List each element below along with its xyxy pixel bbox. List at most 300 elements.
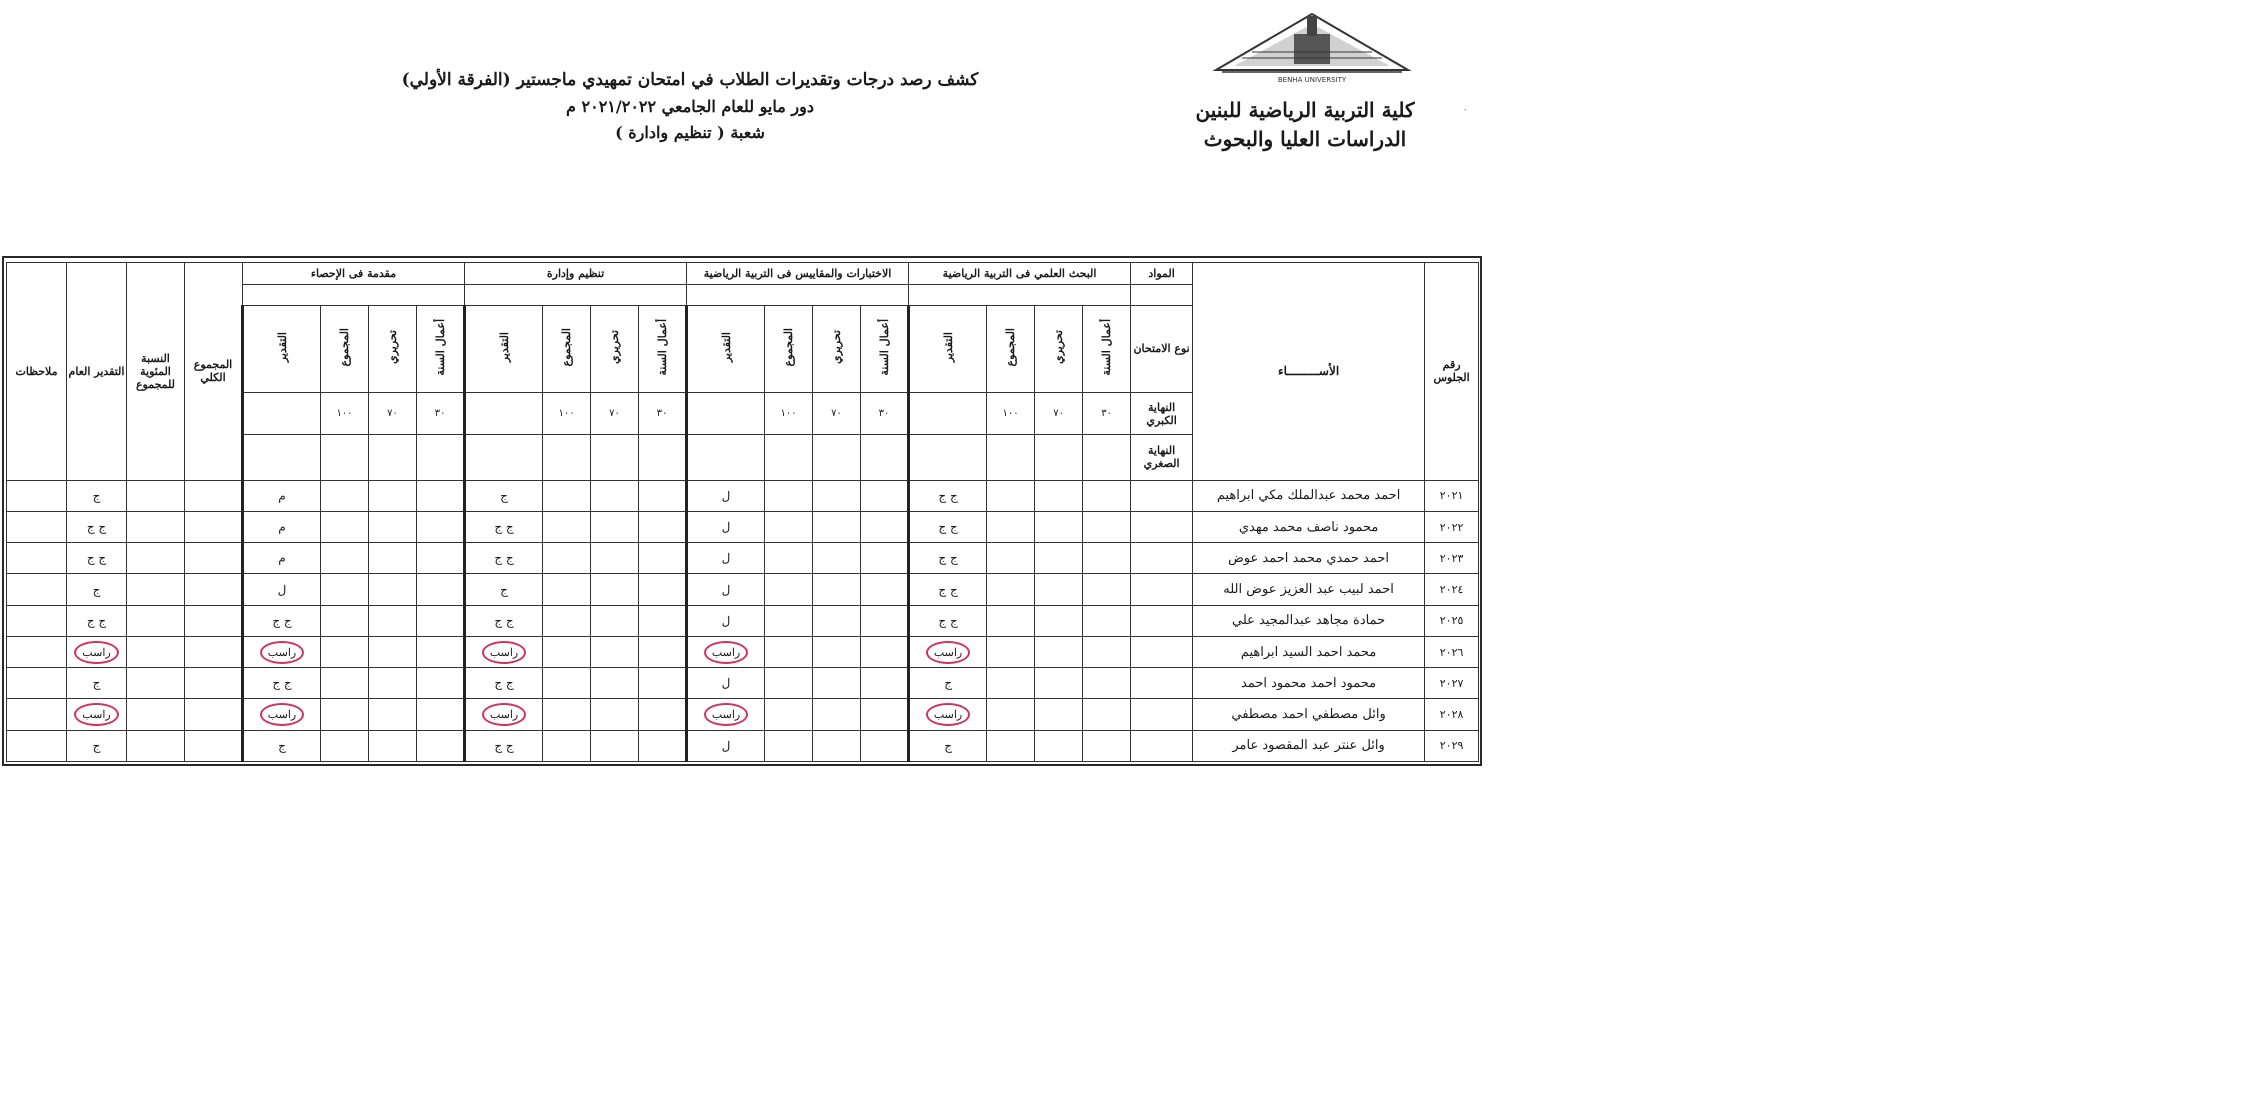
subcol-grade-header bbox=[909, 305, 987, 393]
table-row bbox=[7, 730, 1479, 761]
grade-cell: ل bbox=[687, 668, 765, 699]
grade-cell: م bbox=[243, 543, 321, 574]
seat-header: رقم الجلوس bbox=[1425, 263, 1479, 481]
university-logo bbox=[1212, 8, 1412, 86]
grade-cell: ج ج bbox=[243, 668, 321, 699]
grade-cell bbox=[465, 636, 543, 667]
notes-cell bbox=[7, 636, 67, 667]
percent-cell bbox=[127, 574, 185, 605]
sum-cell bbox=[765, 574, 813, 605]
notes-cell bbox=[7, 730, 67, 761]
written-cell bbox=[369, 636, 417, 667]
grade-cell: ج bbox=[243, 730, 321, 761]
subcol-label: المجموع bbox=[1004, 328, 1018, 367]
fail-circle: راسب bbox=[74, 641, 118, 664]
min-mark-cell bbox=[417, 434, 465, 480]
total-cell bbox=[185, 730, 243, 761]
written-cell bbox=[813, 730, 861, 761]
coursework-cell bbox=[417, 668, 465, 699]
overall-header: التقدير العام bbox=[67, 263, 127, 481]
grade-cell: ج bbox=[465, 574, 543, 605]
coursework-cell bbox=[639, 605, 687, 636]
blank-cell bbox=[1131, 284, 1193, 305]
title-line-1: كشف رصد درجات وتقديرات الطلاب في امتحان تمهيدي ماجستير (الفرقة الأولي) bbox=[401, 70, 979, 90]
notes-cell bbox=[7, 605, 67, 636]
coursework-cell bbox=[417, 730, 465, 761]
written-cell bbox=[813, 574, 861, 605]
written-cell bbox=[1035, 730, 1083, 761]
grade-cell bbox=[465, 699, 543, 730]
exam-type-cell bbox=[1131, 605, 1193, 636]
coursework-cell bbox=[639, 668, 687, 699]
subcol-sum-header bbox=[321, 305, 369, 393]
written-cell bbox=[591, 668, 639, 699]
sum-cell bbox=[987, 636, 1035, 667]
coursework-cell bbox=[861, 605, 909, 636]
coursework-cell bbox=[417, 574, 465, 605]
percent-header: النسبة المئوية للمجموع bbox=[127, 263, 185, 481]
fail-circle: راسب bbox=[74, 703, 118, 726]
exam-type-cell bbox=[1131, 699, 1193, 730]
subcol-coursework-header bbox=[861, 305, 909, 393]
exam-type-cell bbox=[1131, 511, 1193, 542]
min-mark-cell bbox=[465, 434, 543, 480]
grade-cell bbox=[909, 699, 987, 730]
written-cell bbox=[813, 543, 861, 574]
seat-number: ٢٠٢٢ bbox=[1425, 511, 1479, 542]
coursework-cell bbox=[417, 636, 465, 667]
grade-cell bbox=[687, 636, 765, 667]
subject-4-header: مقدمة فى الإحصاء bbox=[243, 263, 465, 285]
min-mark-cell bbox=[861, 434, 909, 480]
coursework-cell bbox=[417, 511, 465, 542]
written-cell bbox=[1035, 480, 1083, 511]
coursework-cell bbox=[861, 511, 909, 542]
fail-circle: راسب bbox=[482, 703, 526, 726]
coursework-cell bbox=[639, 511, 687, 542]
overall-grade-cell: ج ج bbox=[67, 511, 127, 542]
written-cell bbox=[1035, 699, 1083, 730]
college-line-2: الدراسات العليا والبحوث bbox=[1203, 127, 1407, 151]
fail-circle: راسب bbox=[260, 641, 304, 664]
subcol-label: أعمال السنة bbox=[877, 319, 891, 376]
total-cell bbox=[185, 605, 243, 636]
max-mark-cell: ٧٠ bbox=[369, 393, 417, 435]
sum-cell bbox=[987, 480, 1035, 511]
total-cell bbox=[185, 480, 243, 511]
subcol-sum-header bbox=[765, 305, 813, 393]
seat-number: ٢٠٢١ bbox=[1425, 480, 1479, 511]
sum-cell bbox=[321, 605, 369, 636]
max-mark-cell bbox=[909, 393, 987, 435]
min-mark-cell bbox=[813, 434, 861, 480]
notes-header: ملاحظات bbox=[7, 263, 67, 481]
grade-cell: ج ج bbox=[465, 730, 543, 761]
coursework-cell bbox=[861, 480, 909, 511]
max-mark-cell: ١٠٠ bbox=[321, 393, 369, 435]
percent-cell bbox=[127, 730, 185, 761]
grade-cell: ج bbox=[909, 730, 987, 761]
written-cell bbox=[369, 730, 417, 761]
grade-cell: ج ج bbox=[909, 605, 987, 636]
written-cell bbox=[369, 480, 417, 511]
grade-cell: ج ج bbox=[909, 543, 987, 574]
student-name: حمادة مجاهد عبدالمجيد علي bbox=[1193, 605, 1425, 636]
written-cell bbox=[813, 668, 861, 699]
coursework-cell bbox=[639, 543, 687, 574]
sum-cell bbox=[765, 636, 813, 667]
subcol-grade-header bbox=[243, 305, 321, 393]
coursework-cell bbox=[639, 699, 687, 730]
grade-cell: ج ج bbox=[909, 574, 987, 605]
max-mark-cell: ٧٠ bbox=[591, 393, 639, 435]
sum-cell bbox=[987, 730, 1035, 761]
overall-grade-cell: ج bbox=[67, 730, 127, 761]
subcol-written-header bbox=[1035, 305, 1083, 393]
written-cell bbox=[591, 605, 639, 636]
student-name: محمود ناصف محمد مهدي bbox=[1193, 511, 1425, 542]
grade-cell: ج ج bbox=[465, 511, 543, 542]
min-mark-cell bbox=[909, 434, 987, 480]
grades-table bbox=[6, 262, 1479, 762]
coursework-cell bbox=[417, 605, 465, 636]
min-mark-cell bbox=[591, 434, 639, 480]
max-mark-cell: ٣٠ bbox=[1083, 393, 1131, 435]
total-header: المجموع الكلي bbox=[185, 263, 243, 481]
written-cell bbox=[813, 480, 861, 511]
max-mark-cell bbox=[243, 393, 321, 435]
coursework-cell bbox=[861, 668, 909, 699]
subcol-coursework-header bbox=[639, 305, 687, 393]
sum-cell bbox=[987, 699, 1035, 730]
notes-cell bbox=[7, 668, 67, 699]
max-mark-cell bbox=[465, 393, 543, 435]
fail-circle: راسب bbox=[926, 703, 970, 726]
written-cell bbox=[813, 699, 861, 730]
written-cell bbox=[369, 511, 417, 542]
coursework-cell bbox=[639, 730, 687, 761]
grade-cell bbox=[687, 699, 765, 730]
grade-cell: ل bbox=[687, 730, 765, 761]
percent-cell bbox=[127, 605, 185, 636]
written-cell bbox=[1035, 605, 1083, 636]
overall-grade-cell: ج bbox=[67, 480, 127, 511]
exam-type-cell bbox=[1131, 636, 1193, 667]
written-cell bbox=[369, 543, 417, 574]
subcol-label: التقدير bbox=[275, 332, 289, 363]
grade-cell: م bbox=[243, 480, 321, 511]
overall-grade-cell: ج ج bbox=[67, 605, 127, 636]
title-line-3: شعبة ( تنظيم وادارة ) bbox=[615, 123, 765, 142]
min-mark-cell bbox=[543, 434, 591, 480]
max-mark-cell: ٧٠ bbox=[813, 393, 861, 435]
table-row bbox=[7, 480, 1479, 511]
subject-2-header: الاختبارات والمقاييس فى التربية الرياضية bbox=[687, 263, 909, 285]
written-cell bbox=[813, 511, 861, 542]
table-row bbox=[7, 605, 1479, 636]
names-header: الأســـــــــاء bbox=[1193, 263, 1425, 481]
sum-cell bbox=[321, 636, 369, 667]
max-mark-cell bbox=[687, 393, 765, 435]
written-cell bbox=[813, 636, 861, 667]
written-cell bbox=[369, 605, 417, 636]
grade-cell: ج ج bbox=[909, 480, 987, 511]
document-titles bbox=[330, 66, 1050, 146]
grade-cell: م bbox=[243, 511, 321, 542]
coursework-cell bbox=[861, 699, 909, 730]
seat-number: ٢٠٢٥ bbox=[1425, 605, 1479, 636]
table-row bbox=[7, 636, 1479, 667]
sum-cell bbox=[321, 574, 369, 605]
grade-cell: ل bbox=[687, 480, 765, 511]
fail-circle: راسب bbox=[260, 703, 304, 726]
coursework-cell bbox=[1083, 730, 1131, 761]
student-name: احمد حمدي محمد احمد عوض bbox=[1193, 543, 1425, 574]
coursework-cell bbox=[1083, 605, 1131, 636]
coursework-cell bbox=[861, 730, 909, 761]
subject-3-header: تنظيم وإدارة bbox=[465, 263, 687, 285]
max-mark-cell: ١٠٠ bbox=[543, 393, 591, 435]
blank-cell bbox=[687, 284, 909, 305]
table-row bbox=[7, 574, 1479, 605]
coursework-cell bbox=[639, 636, 687, 667]
sum-cell bbox=[543, 730, 591, 761]
notes-cell bbox=[7, 699, 67, 730]
subcol-label: أعمال السنة bbox=[655, 319, 669, 376]
sum-cell bbox=[765, 543, 813, 574]
subcol-label: التقدير bbox=[497, 332, 511, 363]
subcol-label: المجموع bbox=[338, 328, 351, 367]
min-mark-cell bbox=[687, 434, 765, 480]
table-row bbox=[7, 543, 1479, 574]
notes-cell bbox=[7, 543, 67, 574]
student-name: محمد احمد السيد ابراهيم bbox=[1193, 636, 1425, 667]
min-mark-cell bbox=[1035, 434, 1083, 480]
written-cell bbox=[1035, 668, 1083, 699]
grade-cell: ج ج bbox=[465, 668, 543, 699]
seat-number: ٢٠٢٨ bbox=[1425, 699, 1479, 730]
coursework-cell bbox=[639, 574, 687, 605]
sum-cell bbox=[987, 668, 1035, 699]
college-line-1: كلية التربية الرياضية للبنين bbox=[1195, 98, 1415, 122]
sum-cell bbox=[765, 511, 813, 542]
coursework-cell bbox=[1083, 543, 1131, 574]
max-mark-cell: ٣٠ bbox=[861, 393, 909, 435]
total-cell bbox=[185, 636, 243, 667]
student-name: احمد لبيب عبد العزيز عوض الله bbox=[1193, 574, 1425, 605]
blank-cell bbox=[243, 284, 465, 305]
sum-cell bbox=[543, 543, 591, 574]
exam-type-cell bbox=[1131, 730, 1193, 761]
overall-grade-cell: ج bbox=[67, 668, 127, 699]
written-cell bbox=[591, 636, 639, 667]
overall-grade-cell bbox=[67, 636, 127, 667]
seat-number: ٢٠٢٩ bbox=[1425, 730, 1479, 761]
fail-circle: راسب bbox=[704, 703, 748, 726]
total-cell bbox=[185, 543, 243, 574]
subcol-coursework-header bbox=[417, 305, 465, 393]
exam-type-cell bbox=[1131, 574, 1193, 605]
min-mark-cell bbox=[1083, 434, 1131, 480]
subcol-label: المجموع bbox=[560, 328, 574, 367]
sum-cell bbox=[765, 730, 813, 761]
coursework-cell bbox=[861, 636, 909, 667]
sum-cell bbox=[765, 605, 813, 636]
sum-cell bbox=[987, 605, 1035, 636]
seat-number: ٢٠٢٣ bbox=[1425, 543, 1479, 574]
grade-cell: ل bbox=[243, 574, 321, 605]
max-mark-cell: ١٠٠ bbox=[987, 393, 1035, 435]
total-cell bbox=[185, 511, 243, 542]
fail-circle: راسب bbox=[926, 641, 970, 664]
student-name: محمود احمد محمود احمد bbox=[1193, 668, 1425, 699]
written-cell bbox=[591, 699, 639, 730]
subcol-written-header bbox=[813, 305, 861, 393]
sum-cell bbox=[543, 668, 591, 699]
sum-cell bbox=[987, 574, 1035, 605]
sum-cell bbox=[543, 511, 591, 542]
grade-cell bbox=[243, 636, 321, 667]
seat-number: ٢٠٢٦ bbox=[1425, 636, 1479, 667]
max-mark-cell: ٣٠ bbox=[417, 393, 465, 435]
grade-cell: ل bbox=[687, 543, 765, 574]
grade-cell: ج ج bbox=[243, 605, 321, 636]
written-cell bbox=[1035, 574, 1083, 605]
coursework-cell bbox=[861, 543, 909, 574]
grade-cell: ج ج bbox=[465, 605, 543, 636]
grade-cell: ل bbox=[687, 574, 765, 605]
sum-cell bbox=[765, 699, 813, 730]
percent-cell bbox=[127, 543, 185, 574]
coursework-cell bbox=[1083, 480, 1131, 511]
min-mark-cell bbox=[987, 434, 1035, 480]
percent-cell bbox=[127, 668, 185, 699]
notes-cell bbox=[7, 480, 67, 511]
written-cell bbox=[813, 605, 861, 636]
min-mark-cell bbox=[639, 434, 687, 480]
table-row bbox=[7, 511, 1479, 542]
coursework-cell bbox=[861, 574, 909, 605]
coursework-cell bbox=[417, 543, 465, 574]
margin-mark: ٠ bbox=[1462, 102, 1469, 116]
written-cell bbox=[369, 574, 417, 605]
exam-type-cell bbox=[1131, 480, 1193, 511]
subject-1-header: البحث العلمي فى التربية الرياضية bbox=[909, 263, 1131, 285]
sum-cell bbox=[765, 480, 813, 511]
grade-cell: ل bbox=[687, 511, 765, 542]
written-cell bbox=[591, 511, 639, 542]
max-mark-cell: ١٠٠ bbox=[765, 393, 813, 435]
sum-cell bbox=[321, 480, 369, 511]
sum-cell bbox=[321, 543, 369, 574]
written-cell bbox=[369, 668, 417, 699]
grade-cell: ج bbox=[465, 480, 543, 511]
written-cell bbox=[591, 480, 639, 511]
written-cell bbox=[591, 543, 639, 574]
coursework-cell bbox=[639, 480, 687, 511]
subcol-written-header bbox=[369, 305, 417, 393]
overall-grade-cell: ج bbox=[67, 574, 127, 605]
exam-type-header: نوع الامتحان bbox=[1131, 305, 1193, 393]
total-cell bbox=[185, 699, 243, 730]
subcol-label: التقدير bbox=[719, 332, 733, 363]
written-cell bbox=[1035, 543, 1083, 574]
blank-cell bbox=[909, 284, 1131, 305]
fail-circle: راسب bbox=[482, 641, 526, 664]
sum-cell bbox=[987, 543, 1035, 574]
subcol-sum-header bbox=[987, 305, 1035, 393]
sum-cell bbox=[543, 636, 591, 667]
grade-cell: ج ج bbox=[465, 543, 543, 574]
subcol-label: تحريري bbox=[608, 330, 622, 365]
coursework-cell bbox=[417, 699, 465, 730]
subcol-label: تحريري bbox=[1052, 330, 1066, 365]
sum-cell bbox=[543, 574, 591, 605]
sum-cell bbox=[987, 511, 1035, 542]
seat-number: ٢٠٢٤ bbox=[1425, 574, 1479, 605]
sum-cell bbox=[321, 730, 369, 761]
subcol-label: تحريري bbox=[830, 330, 844, 365]
college-name bbox=[1190, 96, 1420, 154]
max-marks-header: النهاية الكبري bbox=[1131, 393, 1193, 435]
sum-cell bbox=[321, 668, 369, 699]
coursework-cell bbox=[1083, 574, 1131, 605]
grade-cell bbox=[909, 636, 987, 667]
written-cell bbox=[1035, 511, 1083, 542]
student-name: وائل مصطفي احمد مصطفي bbox=[1193, 699, 1425, 730]
min-mark-cell bbox=[243, 434, 321, 480]
grade-cell bbox=[243, 699, 321, 730]
written-cell bbox=[591, 574, 639, 605]
percent-cell bbox=[127, 699, 185, 730]
subcol-written-header bbox=[591, 305, 639, 393]
sum-cell bbox=[321, 511, 369, 542]
sum-cell bbox=[543, 605, 591, 636]
exam-type-cell bbox=[1131, 543, 1193, 574]
min-marks-header: النهاية الصغري bbox=[1131, 434, 1193, 480]
coursework-cell bbox=[1083, 636, 1131, 667]
subcol-sum-header bbox=[543, 305, 591, 393]
title-line-2: دور مايو للعام الجامعي ٢٠٢١/٢٠٢٢ م bbox=[566, 97, 814, 116]
table-row bbox=[7, 668, 1479, 699]
total-cell bbox=[185, 668, 243, 699]
coursework-cell bbox=[1083, 668, 1131, 699]
overall-grade-cell bbox=[67, 699, 127, 730]
notes-cell bbox=[7, 511, 67, 542]
grade-cell: ج ج bbox=[909, 511, 987, 542]
sum-cell bbox=[543, 480, 591, 511]
min-mark-cell bbox=[369, 434, 417, 480]
subcol-label: التقدير bbox=[941, 332, 955, 363]
student-name: وائل عنتر عبد المقصود عامر bbox=[1193, 730, 1425, 761]
blank-cell bbox=[465, 284, 687, 305]
subcol-label: المجموع bbox=[782, 328, 796, 367]
percent-cell bbox=[127, 636, 185, 667]
written-cell bbox=[591, 730, 639, 761]
total-cell bbox=[185, 574, 243, 605]
table-row bbox=[7, 699, 1479, 730]
grade-cell: ج bbox=[909, 668, 987, 699]
min-mark-cell bbox=[321, 434, 369, 480]
notes-cell bbox=[7, 574, 67, 605]
exam-type-cell bbox=[1131, 668, 1193, 699]
sum-cell bbox=[543, 699, 591, 730]
max-mark-cell: ٣٠ bbox=[639, 393, 687, 435]
coursework-cell bbox=[417, 480, 465, 511]
sum-cell bbox=[765, 668, 813, 699]
subcol-grade-header bbox=[465, 305, 543, 393]
min-mark-cell bbox=[765, 434, 813, 480]
